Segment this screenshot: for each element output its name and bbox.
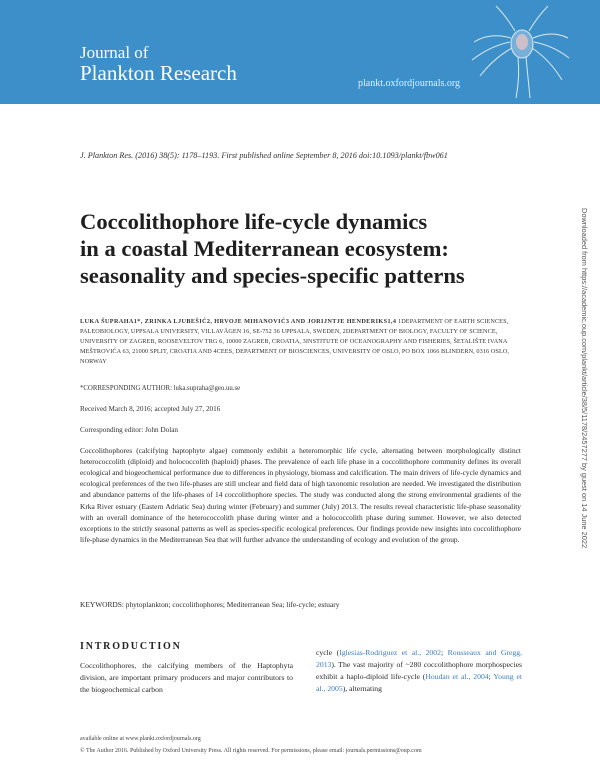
intro-text: ), alternating bbox=[342, 684, 382, 694]
download-watermark bbox=[580, 208, 597, 628]
availability-note: available online at www.plankt.oxfordjournals.org bbox=[80, 736, 201, 742]
reference-link[interactable]: Houdan et al., 2004 bbox=[425, 672, 489, 682]
received-dates: Received March 8, 2016; accepted July 27, 2016 bbox=[80, 405, 221, 413]
journal-name-line1: Journal of bbox=[80, 43, 149, 62]
reference-link[interactable]: Rousseaux and Gregg, 2013 bbox=[316, 648, 523, 670]
author-block bbox=[80, 317, 520, 367]
author-names: LUKA ŠUPRAHA1*, ZRINKA LJUBEŠIĆ2, HRVOJE MIHANOVIĆ3 AND JORIJNTJE HENDERIKS1,4 bbox=[80, 318, 397, 325]
intro-text: cycle ( bbox=[316, 648, 340, 657]
journal-name bbox=[80, 44, 237, 85]
title-line-1: Coccolithophore life-cycle dynamics bbox=[80, 209, 428, 234]
article-title bbox=[80, 208, 530, 289]
introduction-heading: INTRODUCTION bbox=[80, 641, 182, 652]
journal-name-line2: Plankton Research bbox=[80, 61, 237, 86]
title-line-2: in a coastal Mediterranean ecosystem: bbox=[80, 236, 449, 262]
corresponding-author: *CORRESPONDING AUTHOR: luka.supraha@geo.uu.se bbox=[80, 385, 241, 392]
abstract: Coccolithophores (calcifying haptophyte algae) commonly exhibit a heteromorphic life cycle, alternating between morphologically distinct heterococcolith (diploid) and holococcolith (haploid) phases. The prevalence of each life phase in a coccolithophore community defines its overall ecological and biogeochemical performance due to differences in physiology, biomass and calcification. The main drivers of life-cycle dynamics and ecological preferences of the two life-phases are still unclear and field data of high taxonomic resolution are needed. We investigated the distribution and abundance patterns of the life-phases of 14 coccolithophore species. The study was conducted along the strong environmental gradients of the Krka River estuary (Eastern Adriatic Sea) during winter (February) and summer (July) 2013. The results reveal characteristic life-phase seasonality with an overall dominance of the heterococcolith phase during winter and a holococcolith phase during summer. However, we also detected exceptions to the strictly seasonal patterns as well as species-specific ecological preferences. Our findings provide new insights into coccolithophore life-phase dynamics in the Mediterranean Sea that will further advance the understanding of ecology and evolution of the group. bbox=[80, 446, 521, 544]
download-watermark-text: Downloaded from https://academic.oup.com/plankt/article/38/5/1178/2457277 by guest on 14 June 2022 bbox=[580, 208, 589, 549]
journal-url-link[interactable]: plankt.oxfordjournals.org bbox=[358, 78, 461, 89]
reference-link[interactable]: Young et al., 2005 bbox=[316, 672, 522, 694]
title-line-3: seasonality and species-specific patterns bbox=[80, 263, 465, 289]
corresponding-editor: Corresponding editor: John Dolan bbox=[80, 426, 179, 434]
author-affiliations: 1DEPARTMENT OF EARTH SCIENCES, PALEOBIOLOGY, UPPSALA UNIVERSITY, VILLAVÄGEN 16, SE-752 36 UPPSALA, SWEDEN, 2DEPARTMENT OF BIOLOGY, FACULTY OF SCIENCE, UNIVERSITY OF ZAGREB, ROOSEVELTOV TRG 6, 10000 ZAGREB, CROATIA, 3INSTITUTE OF OCEANOGRAPHY AND FISHERIES, ŠETALIŠTE IVANA MEŠTROVIĆA 63, 21000 SPLIT, CROATIA AND 4CEES, DEPARTMENT OF BIOSCIENCES, UNIVERSITY OF OSLO, PO BOX 1066 BLINDERN, 0316 OSLO, NORWAY bbox=[80, 318, 510, 366]
copyright-notice: © The Author 2016. Published by Oxford University Press. All rights reserved. For permissions, please email: journals.permissions@oup.com bbox=[80, 748, 422, 754]
introduction-right-column bbox=[316, 647, 522, 695]
reference-link[interactable]: Iglesias-Rodriguez et al., 2002 bbox=[339, 648, 441, 657]
keywords: KEYWORDS: phytoplankton; coccolithophores; Mediterranean Sea; life-cycle; estuary bbox=[80, 600, 340, 609]
intro-text: ; bbox=[440, 648, 448, 657]
plankton-illustration bbox=[470, 2, 570, 102]
journal-header-banner bbox=[0, 0, 600, 104]
intro-text: ; bbox=[488, 672, 494, 682]
citation-line: J. Plankton Res. (2016) 38(5): 1178–1193. First published online September 8, 2016 doi:10.1093/plankt/fbw061 bbox=[80, 151, 448, 160]
intro-text: ). The vast majority of ~280 coccolithophore morphospecies exhibit a haplo-diploid life-cycle ( bbox=[316, 660, 522, 682]
introduction-left-column: Coccolithophores, the calcifying members of the Haptophyta division, are important primary producers and major contributors to the biogeochemical carbon bbox=[80, 661, 293, 695]
